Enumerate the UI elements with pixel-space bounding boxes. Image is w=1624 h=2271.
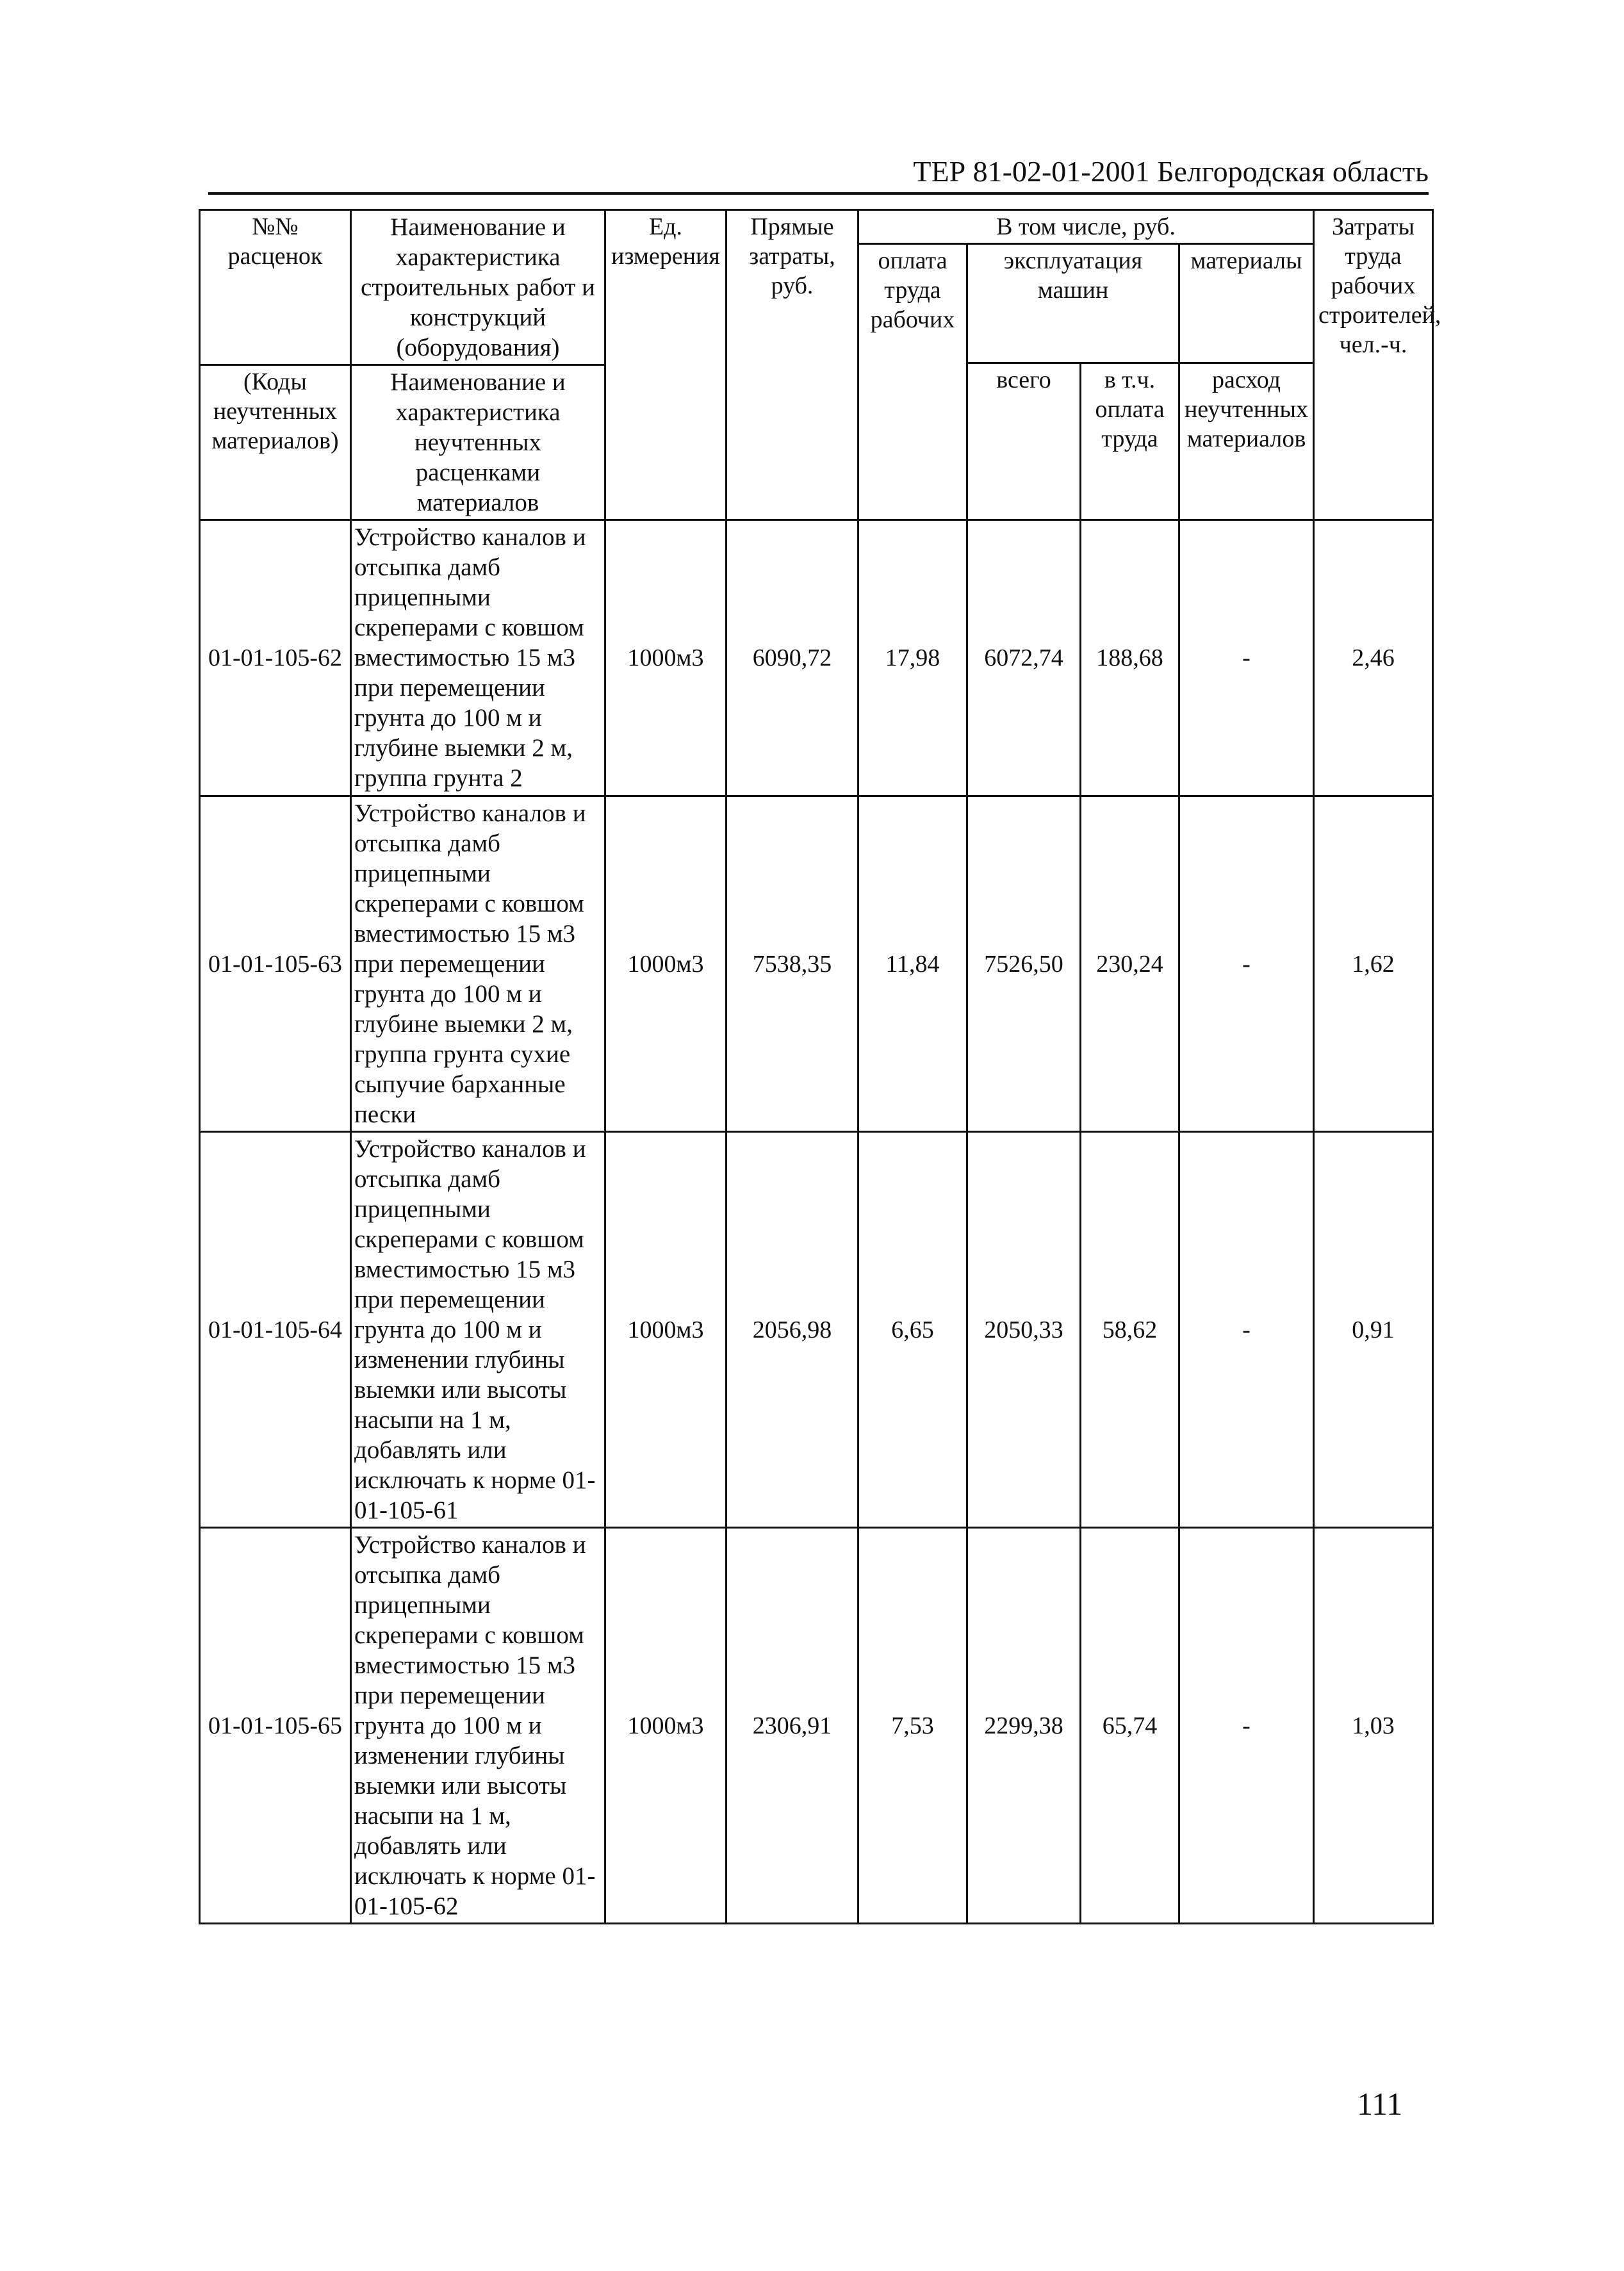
header-name: Наименование и характеристика строительных работ и конструкций (оборудования): [351, 210, 605, 365]
rate-materials: -: [1179, 1528, 1314, 1924]
rate-code: 01-01-105-64: [200, 1132, 351, 1528]
header-labor-cost: Затраты труда рабочих строителей, чел.-ч.: [1314, 210, 1433, 520]
table-row: [200, 796, 1433, 1132]
rate-name: Устройство каналов и отсыпка дамб прицепными скреперами с ковшом вместимостью 15 м3 при перемещении грунта до 100 м и глубине выемки 2 м, группа грунта сухие сыпучие барханные пески: [351, 796, 605, 1132]
rate-unit: 1000м3: [605, 520, 726, 796]
rate-labor-cost: 2,46: [1314, 520, 1433, 796]
rate-machines-labor-pay: 188,68: [1081, 520, 1179, 796]
rate-unit: 1000м3: [605, 1132, 726, 1528]
header-materials-usage: расход неучтенных материалов: [1179, 363, 1314, 520]
header-materials: материалы: [1179, 244, 1314, 363]
rate-name: Устройство каналов и отсыпка дамб прицепными скреперами с ковшом вместимостью 15 м3 при перемещении грунта до 100 м и глубине выемки 2 м, группа грунта 2: [351, 520, 605, 796]
rate-machines-labor-pay: 230,24: [1081, 796, 1179, 1132]
rate-unit: 1000м3: [605, 796, 726, 1132]
rate-code: 01-01-105-62: [200, 520, 351, 796]
rate-labor-cost: 1,62: [1314, 796, 1433, 1132]
rate-labor-pay: 11,84: [858, 796, 967, 1132]
header-labor-pay: оплата труда рабочих: [858, 244, 967, 520]
rate-machines-total: 2299,38: [967, 1528, 1081, 1924]
rate-materials: -: [1179, 1132, 1314, 1528]
table-row: [200, 520, 1433, 796]
rate-machines-total: 2050,33: [967, 1132, 1081, 1528]
rate-machines-total: 7526,50: [967, 796, 1081, 1132]
header-machines-total: всего: [967, 363, 1081, 520]
rate-machines-total: 6072,74: [967, 520, 1081, 796]
header-material-codes: (Коды неучтенных материалов): [200, 365, 351, 520]
rate-materials: -: [1179, 796, 1314, 1132]
header-machines-labor-pay: в т.ч. оплата труда: [1081, 363, 1179, 520]
rate-unit: 1000м3: [605, 1528, 726, 1924]
rate-direct-costs: 6090,72: [726, 520, 858, 796]
header-code: №№ расценок: [200, 210, 351, 365]
header-including: В том числе, руб.: [858, 210, 1314, 244]
rate-machines-labor-pay: 65,74: [1081, 1528, 1179, 1924]
rate-materials: -: [1179, 520, 1314, 796]
rate-code: 01-01-105-65: [200, 1528, 351, 1924]
rates-table: [199, 209, 1441, 1924]
document-title: ТЕР 81-02-01-2001 Белгородская область: [913, 155, 1429, 188]
rate-name: Устройство каналов и отсыпка дамб прицепными скреперами с ковшом вместимостью 15 м3 при перемещении грунта до 100 м и изменении глубины выемки или высоты насыпи на 1 м, добавлять или исключать к норме 01-01-105-61: [351, 1132, 605, 1528]
page-number: 111: [1357, 2086, 1403, 2122]
table-row: [200, 1132, 1433, 1528]
rate-labor-cost: 1,03: [1314, 1528, 1433, 1924]
table-row: [200, 1528, 1433, 1924]
rate-machines-labor-pay: 58,62: [1081, 1132, 1179, 1528]
header-material-names: Наименование и характеристика неучтенных расценками материалов: [351, 365, 605, 520]
rate-name: Устройство каналов и отсыпка дамб прицепными скреперами с ковшом вместимостью 15 м3 при перемещении грунта до 100 м и изменении глубины выемки или высоты насыпи на 1 м, добавлять или исключать к норме 01-01-105-62: [351, 1528, 605, 1924]
header-unit: Ед. измерения: [605, 210, 726, 520]
page-header: [208, 154, 1429, 195]
rate-direct-costs: 2306,91: [726, 1528, 858, 1924]
rate-labor-cost: 0,91: [1314, 1132, 1433, 1528]
header-row-1: [200, 210, 1433, 244]
header-direct-costs: Прямые затраты, руб.: [726, 210, 858, 520]
rate-labor-pay: 7,53: [858, 1528, 967, 1924]
rate-direct-costs: 2056,98: [726, 1132, 858, 1528]
rate-labor-pay: 17,98: [858, 520, 967, 796]
rate-direct-costs: 7538,35: [726, 796, 858, 1132]
rate-labor-pay: 6,65: [858, 1132, 967, 1528]
rate-code: 01-01-105-63: [200, 796, 351, 1132]
header-machines: эксплуатация машин: [967, 244, 1179, 363]
